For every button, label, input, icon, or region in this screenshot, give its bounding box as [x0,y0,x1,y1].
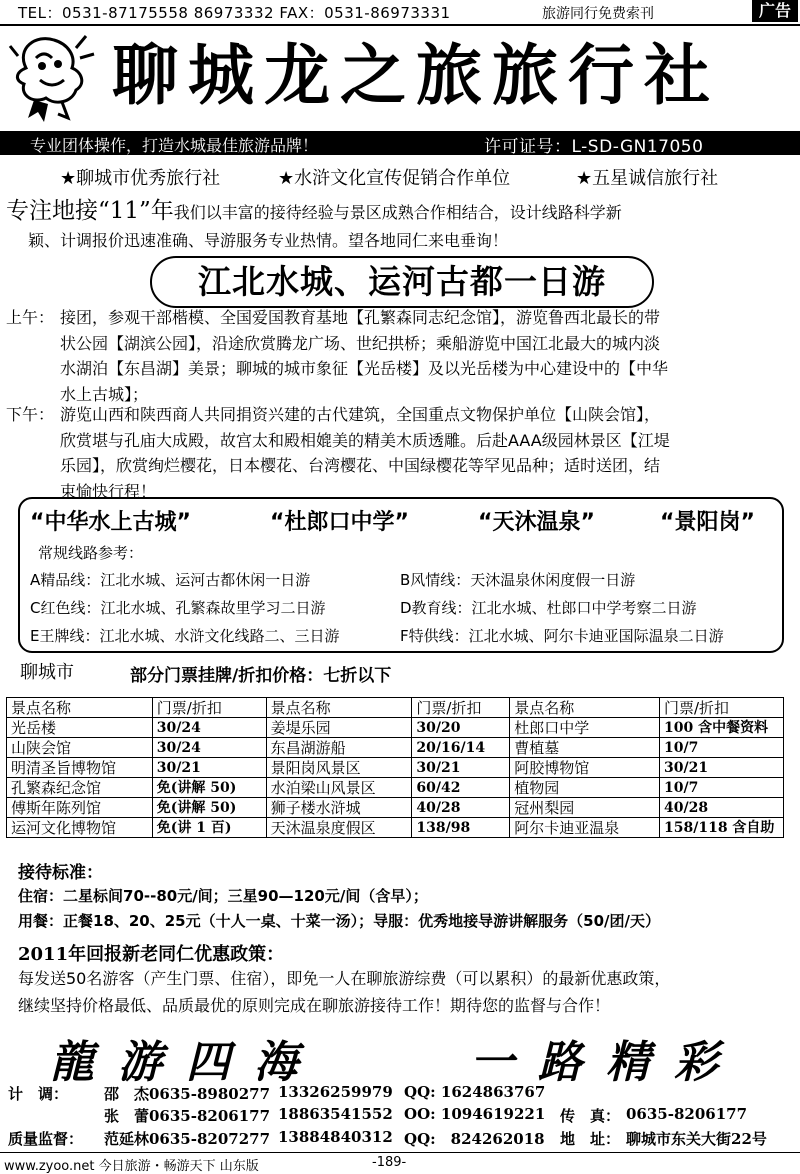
intro-line: 颖、计调报价迅速准确、导游服务专业热情。望各地同仁来电垂询！ [28,231,509,250]
attraction-cell: 曹植墓 [510,738,660,758]
contact-qq: QQ: 1624863767 [404,1083,546,1101]
ticket-price-table [6,697,784,838]
price-cell: 免(讲 1 百) [152,818,266,838]
schedule-line: 接团，参观干部楷模、全国爱国教育基地【孔繁森同志纪念馆】，游览鲁西北最长的带 [60,308,661,327]
schedule-morning [6,305,796,407]
schedule-afternoon [6,402,796,504]
attraction-cell: 植物园 [510,778,660,798]
dragon-logo-icon [6,28,96,124]
policy-line: 继续坚持价格最低、品质最优的原则完成在聊旅游接待工作！期待您的监督与合作！ [18,996,611,1015]
price-cell: 40/28 [660,798,784,818]
table-row [7,798,784,818]
route-item: F特供线：江北水城、阿尔卡迪亚国际温泉二日游 [400,627,724,645]
price-cell: 60/42 [412,778,510,798]
intro-line: 我们以丰富的接待经验与景区成熟合作相结合，设计线路科学新 [173,203,622,222]
table-header: 景点名称 [7,698,153,718]
contact-qq: QQ: 824262018 [404,1130,545,1148]
table-header: 门票/折扣 [412,698,510,718]
table-header: 景点名称 [266,698,412,718]
policy-line: 每发送50名游客（产生门票、住宿），即免一人在聊旅游综费（可以累积）的最新优惠政策， [18,969,671,988]
meals-standard: 用餐：正餐18、20、25元（十人一桌、十菜一汤）；导服：优秀地接导游讲解服务（50/团/天） [18,912,660,930]
address-label: 地 址： [560,1130,621,1148]
tour-title: 江北水城、运河古都一日游 [150,256,654,308]
table-row [7,718,784,738]
table-row [7,758,784,778]
price-cell: 免(讲解 50) [152,798,266,818]
attraction-cell: 杜郎口中学 [510,718,660,738]
price-cell: 免(讲解 50) [152,778,266,798]
honor-item: ★水浒文化宣传促销合作单位 [278,168,511,189]
table-row [7,818,784,838]
top-contact-bar [0,0,800,26]
honor-item: ★五星诚信旅行社 [576,168,719,189]
price-cell: 20/16/14 [412,738,510,758]
attraction-cell: 水泊梁山风景区 [266,778,412,798]
calligraphy-phrase: 一路精彩 [470,1037,742,1088]
attraction-name: “中华水上古城” [30,510,191,535]
price-cell: 100 含中餐资料 [660,718,784,738]
route-item: A精品线：江北水城、运河古都休闲一日游 [30,571,311,589]
license-number: 许可证号：L-SD-GN17050 [484,137,704,157]
contact-mobile: 13884840312 [278,1128,393,1146]
policy-text [18,965,788,1019]
schedule-line: 水湖泊【东昌湖】美景；聊城的城市象征【光岳楼】及以光岳楼为中心建设中的【中华 [60,359,669,378]
table-row [7,778,784,798]
price-cell: 30/21 [152,758,266,778]
contact-label: 质量监督： [8,1130,84,1148]
attraction-cell: 狮子楼水浒城 [266,798,412,818]
policy-title: 2011年回报新老同仁优惠政策： [18,944,285,965]
attraction-cell: 运河文化博物馆 [7,818,153,838]
attraction-cell: 明清圣旨博物馆 [7,758,153,778]
price-cell: 158/118 含自助 [660,818,784,838]
route-item: D教育线：江北水城、杜郎口中学考察二日游 [400,599,697,617]
price-cell: 30/21 [660,758,784,778]
calligraphy-slogan [30,1026,770,1088]
fax-number: 0635-8206177 [626,1105,748,1123]
contact-name-phone: 邵 杰0635-8980277 [104,1085,271,1103]
schedule-line: 游览山西和陕西商人共同捐资兴建的古代建筑，全国重点文物保护单位【山陕会馆】， [60,405,661,424]
lodging-standard: 住宿：二星标间70--80元/间；三星90—120元/间（含早）； [18,887,428,905]
contact-name-phone: 张 蕾0635-8206177 [104,1107,271,1125]
attraction-cell: 阿胶博物馆 [510,758,660,778]
price-cell: 30/24 [152,738,266,758]
attraction-cell: 景阳岗风景区 [266,758,412,778]
ticket-price-note: 部分门票挂牌/折扣价格：七折以下 [130,666,392,686]
slogan-bar [0,131,800,155]
table-header: 门票/折扣 [660,698,784,718]
attraction-cell: 傅斯年陈列馆 [7,798,153,818]
schedule-label: 上午： [6,308,55,327]
price-cell: 40/28 [412,798,510,818]
honor-item: ★聊城市优秀旅行社 [60,168,221,189]
price-cell: 30/21 [412,758,510,778]
price-cell: 10/7 [660,738,784,758]
contact-mobile: 13326259979 [278,1083,393,1101]
calligraphy-phrase: 龍游四海 [50,1037,322,1088]
route-reference-label: 常规线路参考： [38,544,144,562]
schedule-line: 乐园】，欣赏绚烂樱花，日本樱花、台湾樱花、中国绿樱花等罕见品种；适时送团，结 [60,456,661,475]
ad-tag: 广告 [752,0,798,22]
attraction-cell: 天沐温泉度假区 [266,818,412,838]
route-item: E王牌线：江北水城、水浒文化线路二、三日游 [30,627,340,645]
attraction-cell: 孔繁森纪念馆 [7,778,153,798]
attraction-cell: 山陕会馆 [7,738,153,758]
contact-name-phone: 范延林0635-8207277 [104,1130,271,1148]
footer-publication: www.zyoo.net 今日旅游・畅游天下 山东版 [4,1159,259,1174]
slogan-text: 专业团体操作，打造水城最佳旅游品牌！ [30,136,319,155]
schedule-line: 欣赏堪与孔庙大成殿，故宫太和殿相媲美的精美木质透雕。后赴AAA级园林景区【江堤 [60,430,670,450]
page-number: -189- [372,1155,407,1170]
attraction-cell: 光岳楼 [7,718,153,738]
schedule-line: 状公园【湖滨公园】，沿途欣赏腾龙广场、世纪拱桥；乘船游览中国江北最大的城内淡 [60,333,661,353]
intro-lead: 专注地接“11”年 [6,198,174,224]
attraction-cell: 姜堤乐园 [266,718,412,738]
address-value: 聊城市东关大街22号 [626,1130,767,1148]
city-label: 聊城市 [20,662,74,683]
table-row [7,738,784,758]
price-cell: 138/98 [412,818,510,838]
attraction-name: “天沐温泉” [478,510,595,535]
attraction-cell: 阿尔卡迪亚温泉 [510,818,660,838]
standards-title: 接待标准： [18,863,103,883]
publisher-contact: TEL：0531-87175558 86973332 FAX：0531-86973331 [18,4,451,22]
table-header: 景点名称 [510,698,660,718]
price-cell: 30/24 [152,718,266,738]
route-item: C红色线：江北水城、孔繁森故里学习二日游 [30,599,326,617]
attraction-name: “杜郎口中学” [270,510,409,535]
route-item: B风情线：天沐温泉休闲度假一日游 [400,571,636,589]
attraction-name: “景阳岗” [660,510,755,535]
schedule-label: 下午： [6,405,55,424]
intro-paragraph [6,197,796,255]
schedule-line: 水上古城】； [60,384,149,404]
contact-label: 计 调： [8,1085,69,1103]
schedule-line: 束愉快行程！ [60,481,157,501]
price-cell: 30/20 [412,718,510,738]
attraction-cell: 冠州梨园 [510,798,660,818]
fax-label: 传 真： [560,1107,621,1125]
contact-qq: OO: 1094619221 [404,1105,546,1123]
publication-name: 旅游同行免费索刊 [542,6,654,22]
attraction-cell: 东昌湖游船 [266,738,412,758]
contact-mobile: 18863541552 [278,1105,393,1123]
agency-name-title: 聊城龙之旅旅行社 [112,37,720,114]
price-cell: 10/7 [660,778,784,798]
table-header: 门票/折扣 [152,698,266,718]
page-footer [0,1152,800,1173]
routes-box [18,497,784,653]
table-header-row [7,698,784,718]
